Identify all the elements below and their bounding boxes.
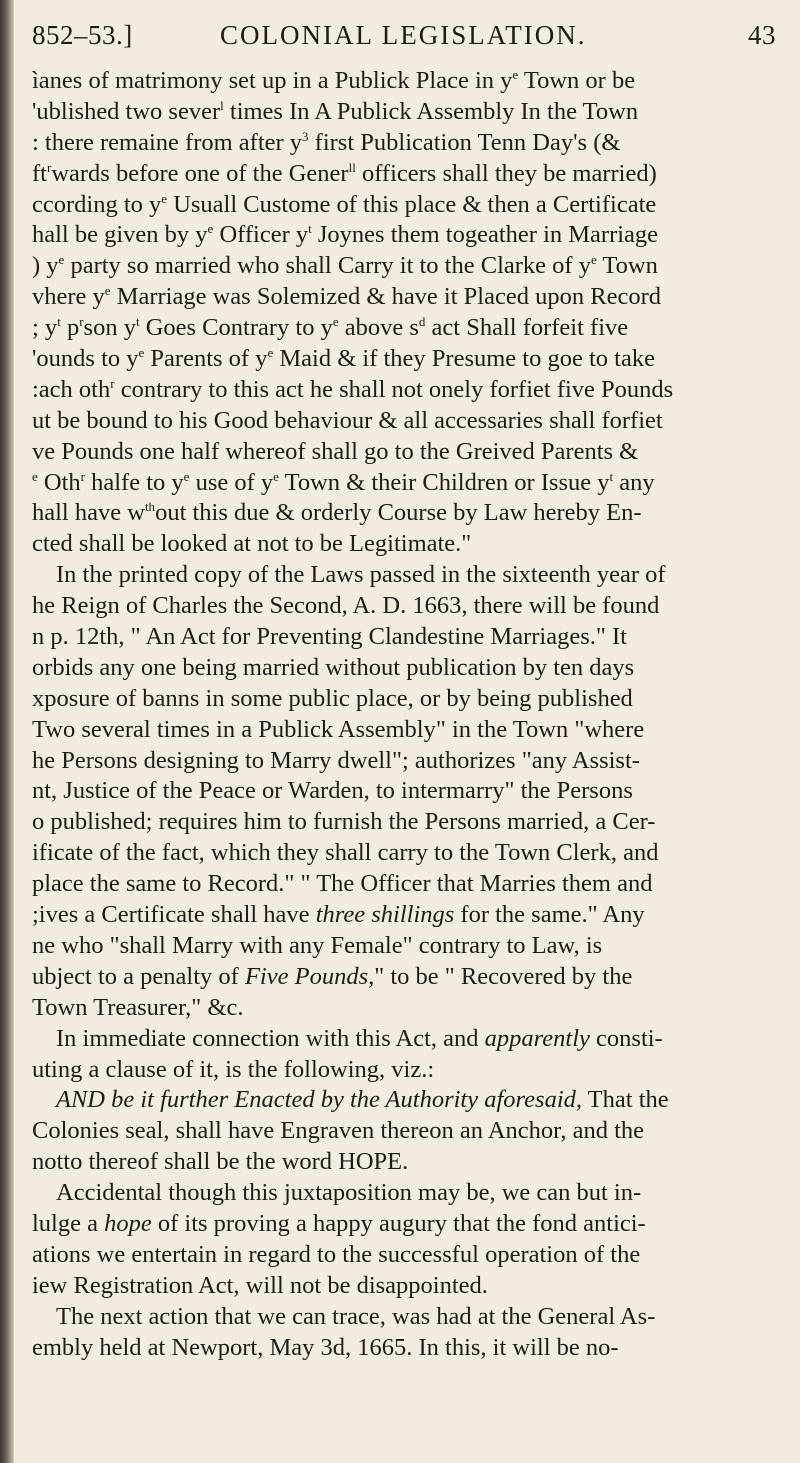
text-run: son y [83, 314, 136, 342]
text-run: halfe to y [85, 468, 184, 496]
text-run: ve Pounds one half whereof shall go to the Greived Parents & [32, 437, 639, 465]
superscript: e [590, 252, 597, 268]
text-run: iew Registration Act, will not be disappointed. [32, 1271, 488, 1299]
text-line [32, 97, 782, 128]
text-run: notto thereof shall be the word HOPE. [32, 1148, 409, 1176]
superscript: r [46, 159, 52, 175]
text-run: Goes Contrary to y [139, 314, 333, 342]
superscript: r [80, 468, 85, 484]
italic-text: Five Pounds, [244, 962, 375, 990]
text-run: first Publication Tenn Day's (& [308, 128, 621, 156]
text-run: uting a clause of it, is the following, viz.: [32, 1055, 435, 1083]
text-line [32, 746, 782, 777]
text-run: Two several times in a Publick Assembly" in the Town "where [32, 715, 645, 743]
text-run: ubject to a penalty of [32, 962, 245, 990]
italic-text: hope [104, 1209, 152, 1237]
text-run: Officer y [213, 221, 309, 249]
text-run: Town Treasurer," &c. [32, 993, 244, 1021]
text-run: orbids any one being married without publication by ten days [32, 653, 635, 681]
superscript: e [267, 345, 274, 361]
text-run: cted shall be looked at not to be Legitimate." [32, 530, 472, 558]
text-run: ìanes of matrimony set up in a Publick Place in y [32, 67, 513, 94]
text-line [32, 869, 782, 900]
text-line [32, 1085, 782, 1116]
text-run: place the same to Record." " The Officer that Marries them and [32, 870, 653, 898]
superscript: d [418, 314, 426, 330]
running-header [32, 16, 776, 56]
text-line [32, 622, 782, 653]
text-line [32, 344, 782, 375]
text-run: times In A Publick Assembly In the Town [223, 97, 639, 125]
text-line [32, 1178, 782, 1209]
text-run: In the printed copy of the Laws passed in the sixteenth year of [56, 561, 666, 589]
text-line [32, 437, 782, 468]
text-run: ificate of the fact, which they shall carry to the Town Clerk, and [32, 839, 659, 867]
text-line [32, 1147, 782, 1178]
text-line [32, 220, 782, 251]
text-run: Joynes them togeather in Marriage [311, 221, 659, 249]
text-run: act Shall forfeit five [425, 314, 629, 342]
text-run: n p. 12th, " An Act for Preventing Clandestine Marriages." It [32, 623, 627, 651]
text-line [32, 128, 782, 159]
superscript: e [207, 221, 214, 237]
text-line [32, 313, 782, 344]
text-run: above s [338, 314, 419, 342]
body-text [32, 66, 782, 1363]
text-run: any [613, 468, 655, 496]
superscript: e [183, 468, 190, 484]
italic-text: AND be it further Enacted by the Authority aforesaid, [56, 1086, 582, 1114]
text-run: o published; requires him to furnish the Persons married, a Cer- [32, 808, 656, 836]
text-run: he Persons designing to Marry dwell"; authorizes "any Assist- [32, 746, 640, 774]
text-line [32, 807, 782, 838]
text-run: Town [596, 252, 658, 280]
text-run: embly held at Newport, May 3d, 1665. In this, it will be no- [32, 1333, 619, 1361]
superscript: l [220, 97, 224, 113]
text-run: Maid & if they Presume to goe to take [273, 345, 655, 373]
text-run: lulge a [32, 1209, 105, 1237]
text-run: hall have w [32, 499, 145, 527]
text-run: The next action that we can trace, was had at the General As- [56, 1302, 656, 1330]
superscript: 3 [302, 128, 309, 144]
text-run: Marriage was Solemized & have it Placed upon Record [110, 283, 661, 311]
text-line [32, 1333, 782, 1364]
text-line [32, 66, 782, 97]
text-line [32, 931, 782, 962]
text-line [32, 591, 782, 622]
superscript: th [144, 499, 156, 515]
text-line [32, 653, 782, 684]
text-line [32, 993, 782, 1024]
text-run: contrary to this act he shall not onely forfiet five Pounds [114, 375, 674, 403]
text-line [32, 1240, 782, 1271]
superscript: r [79, 314, 84, 330]
superscript: r [110, 375, 115, 391]
text-run: officers shall they be married) [355, 159, 657, 187]
text-run: use of y [189, 468, 274, 496]
running-title: COLONIAL LEGISLATION. [220, 20, 587, 50]
text-run: nt, Justice of the Peace or Warden, to intermarry" the Persons [32, 777, 633, 805]
text-run: Parents of y [144, 345, 268, 373]
text-run: ft [32, 159, 47, 187]
page-number: 43 [748, 20, 776, 50]
text-line [32, 838, 782, 869]
text-line [32, 1271, 782, 1302]
superscript: t [308, 221, 312, 237]
text-run: 'ublished two sever [32, 97, 221, 125]
text-run: of its proving a happy augury that the fond antici- [151, 1209, 646, 1237]
text-run: ut be bound to his Good behaviour & all accessaries shall forfiet [32, 406, 663, 434]
text-line [32, 900, 782, 931]
text-run: :ach oth [32, 375, 111, 403]
text-run: hall be given by y [32, 221, 208, 249]
text-run: Colonies seal, shall have Engraven thereon an Anchor, and the [32, 1117, 645, 1145]
text-line [32, 498, 782, 529]
text-run: consti- [589, 1024, 663, 1052]
text-run: " to be " Recovered by the [374, 962, 633, 990]
text-run: out this due & orderly Course by Law hereby En- [155, 499, 642, 527]
text-run: ccording to y [32, 190, 162, 218]
text-line [32, 715, 782, 746]
text-run: p [60, 314, 80, 342]
text-run: In immediate connection with this Act, and [56, 1024, 485, 1052]
text-run: ; y [32, 314, 58, 342]
text-run: wards before one of the Gener [51, 159, 349, 187]
text-line [32, 1302, 782, 1333]
text-line [32, 468, 782, 499]
text-run: 'ounds to y [32, 345, 139, 373]
superscript: t [135, 314, 140, 330]
text-run: vhere y [32, 283, 105, 311]
text-line [32, 251, 782, 282]
text-run: ne who "shall Marry with any Female" contrary to Law, is [32, 931, 603, 959]
text-line [32, 776, 782, 807]
text-line [32, 1116, 782, 1147]
superscript: e [104, 283, 111, 299]
text-line [32, 1055, 782, 1086]
text-run: Accidental though this juxtaposition may be, we can but in- [56, 1179, 642, 1207]
text-line [32, 560, 782, 591]
year-range: 852–53.] [32, 20, 133, 50]
text-line [32, 406, 782, 437]
superscript: ll [348, 159, 356, 175]
text-run: Usuall Custome of this place & then a Certificate [167, 190, 657, 218]
superscript: e [161, 190, 168, 206]
text-run: Town & their Children or Issue y [278, 468, 610, 496]
text-run: That the [582, 1086, 669, 1114]
italic-text: apparently [484, 1024, 590, 1052]
text-run: xposure of banns in some public place, or by being published [32, 684, 633, 712]
text-run: : there remaine from after y [32, 128, 303, 156]
text-line [32, 962, 782, 993]
text-run: ) y [32, 252, 59, 280]
text-run: Town or be [518, 67, 636, 94]
text-run: ations we entertain in regard to the successful operation of the [32, 1240, 641, 1268]
superscript: e [273, 468, 279, 484]
document-page [20, 0, 790, 1463]
text-line [32, 1024, 782, 1055]
superscript: t [609, 468, 614, 484]
superscript: e [332, 314, 339, 330]
text-line [32, 529, 782, 560]
superscript: e [32, 468, 38, 484]
superscript: e [138, 345, 145, 361]
text-line [32, 190, 782, 221]
superscript: t [57, 314, 61, 330]
text-line [32, 282, 782, 313]
text-run: he Reign of Charles the Second, A. D. 1663, there will be found [32, 592, 660, 620]
text-line [32, 1209, 782, 1240]
italic-text: three shillings [315, 901, 455, 929]
text-run: Oth [37, 468, 81, 496]
superscript: e [512, 67, 519, 82]
text-line [32, 375, 782, 406]
text-line [32, 159, 782, 190]
book-gutter [0, 0, 14, 1463]
text-run: party so married who shall Carry it to the Clarke of y [64, 252, 591, 280]
text-run: for the same." Any [454, 901, 645, 929]
text-run: ;ives a Certificate shall have [32, 901, 316, 929]
text-line [32, 684, 782, 715]
superscript: e [58, 252, 65, 268]
